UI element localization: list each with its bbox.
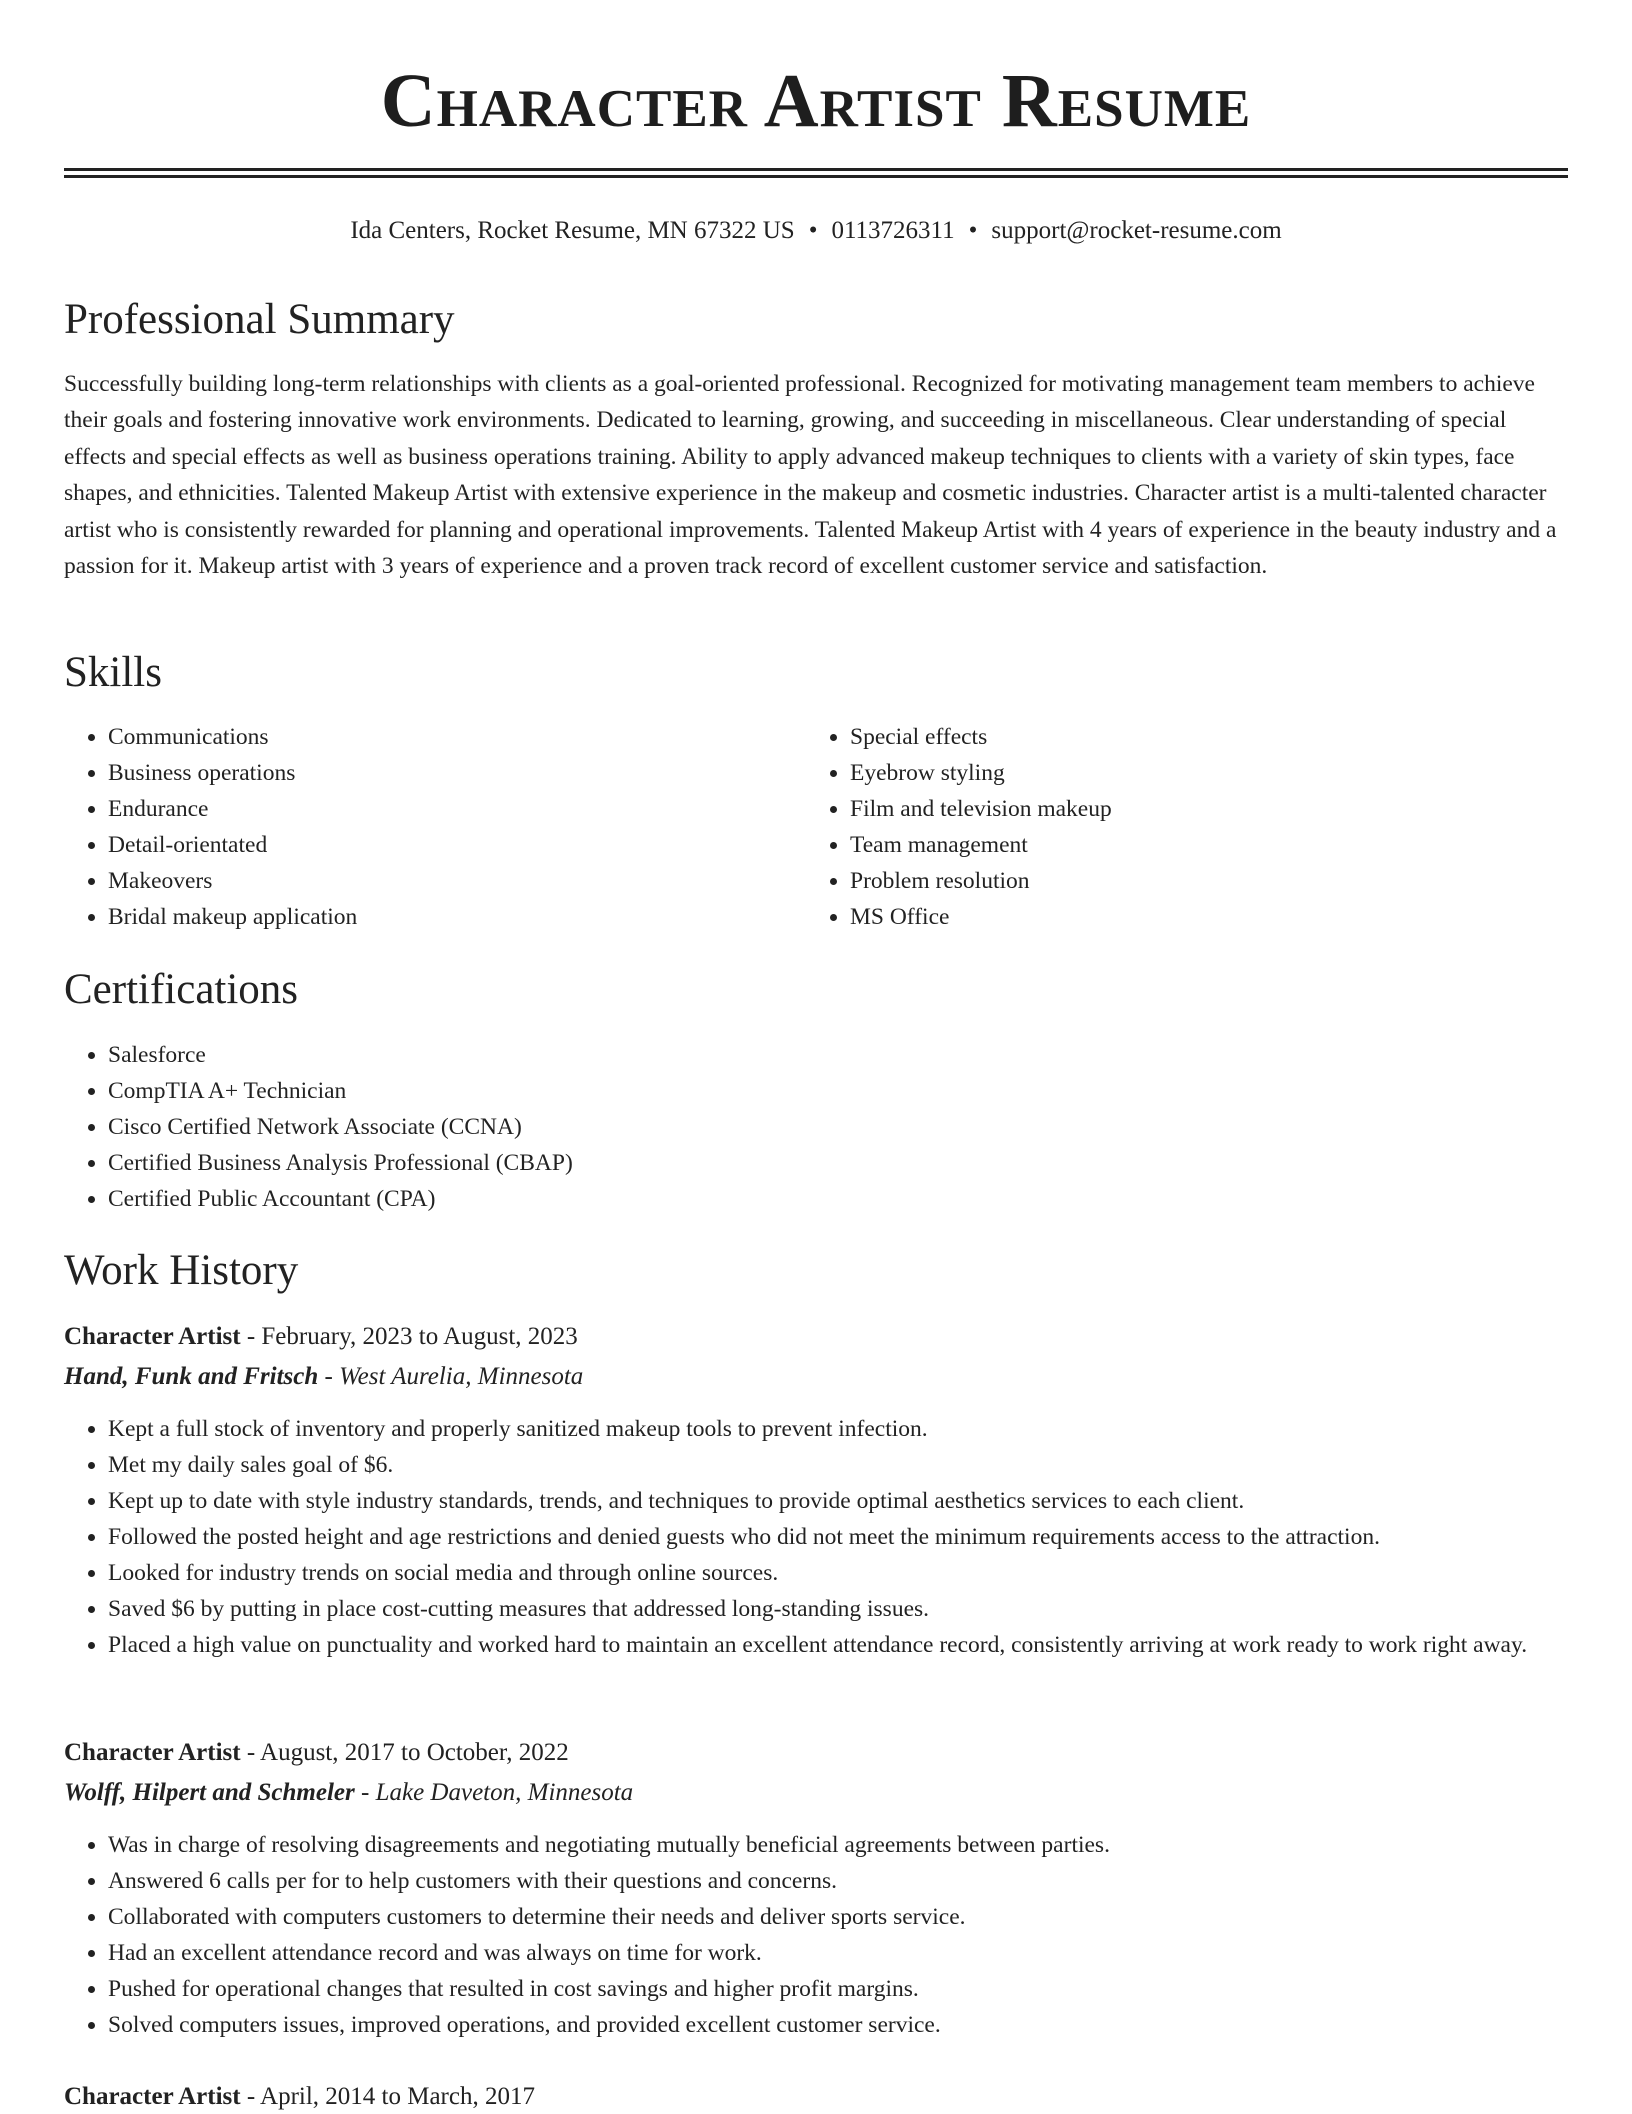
summary-text: Successfully building long-term relationships with clients as a goal-oriented professional. Recognized for motivating management team members to achieve their goals and fostering innovative work environments. Dedicated to learning, growing, and succeeding in miscellaneous. Clear understanding of special effects and special effects as well as business operations training. Ability to apply advanced makeup techniques to clients with a variety of skin types, face shapes, and ethnicities. Talented Makeup Artist with extensive experience in the makeup and cosmetic industries. Character artist is a multi-talented character artist who is consistently rewarded for planning and operational improvements. Talented Makeup Artist with 4 years of experience in the beauty industry and a passion for it. Makeup artist with 3 years of experience and a proven track record of excellent customer service and satisfaction. — [64, 371, 1557, 580]
job-title-line: Character Artist - February, 2023 to August, 2023 — [64, 1323, 578, 1350]
certifications-list — [64, 1037, 1568, 1217]
skill-item: • Business operations — [108, 755, 788, 791]
job-bullet: • Answered 6 calls per for to help customers with their questions and concerns. — [108, 1863, 1612, 1899]
job-bullet: • Followed the posted height and age restrictions and denied guests who did not meet the minimum requirements access to the attraction. — [108, 1519, 1612, 1555]
job-bullet: • Saved $6 by putting in place cost-cutting measures that addressed long-standing issues. — [108, 1591, 1612, 1627]
resume-title: Character Artist Resume — [380, 59, 1252, 143]
job-company-line: Wolff, Hilpert and Schmeler - Lake Daveton, Minnesota — [64, 1779, 634, 1806]
job-company: Wolff, Hilpert and Schmeler — [64, 1779, 355, 1806]
certification-item: • CompTIA A+ Technician — [108, 1073, 1568, 1109]
certification-item: • Certified Public Accountant (CPA) — [108, 1181, 1568, 1217]
skills-list-left — [64, 719, 788, 935]
skill-item: • Eyebrow styling — [850, 755, 1550, 791]
skill-item: • Team management — [850, 827, 1550, 863]
contact-address: Ida Centers, Rocket Resume, MN 67322 US — [350, 217, 795, 244]
work-history-heading: Work History — [64, 1247, 299, 1294]
skill-item: • Endurance — [108, 791, 788, 827]
job-location: Lake Daveton, Minnesota — [375, 1779, 634, 1806]
skill-item: • Film and television makeup — [850, 791, 1550, 827]
title-rule-top — [64, 168, 1568, 171]
skill-item: • Detail-orientated — [108, 827, 788, 863]
job-bullet: • Kept a full stock of inventory and properly sanitized makeup tools to prevent infection. — [108, 1411, 1612, 1447]
job-dates: August, 2017 to October, 2022 — [260, 1739, 569, 1766]
contact-line — [0, 214, 1632, 248]
job-title-line: Character Artist - April, 2014 to March, 2017 — [64, 2083, 535, 2110]
job-bullet: • Was in charge of resolving disagreements and negotiating mutually beneficial agreements between parties. — [108, 1827, 1612, 1863]
job-title: Character Artist — [64, 2083, 241, 2110]
skill-item: • Special effects — [850, 719, 1550, 755]
job-bullet: • Kept up to date with style industry standards, trends, and techniques to provide optimal aesthetics services to each client. — [108, 1483, 1612, 1519]
job-bullets — [64, 1411, 1612, 1663]
job-bullet: • Looked for industry trends on social media and through online sources. — [108, 1555, 1612, 1591]
job-company: Hand, Funk and Fritsch — [64, 1363, 319, 1390]
summary-heading: Professional Summary — [64, 296, 455, 343]
skills-list-right — [806, 719, 1550, 935]
skill-item: • MS Office — [850, 899, 1550, 935]
job-bullet: • Pushed for operational changes that resulted in cost savings and higher profit margins. — [108, 1971, 1612, 2007]
contact-separator: • — [968, 217, 978, 244]
job-bullet: • Had an excellent attendance record and was always on time for work. — [108, 1935, 1612, 1971]
contact-phone: 0113726311 — [831, 217, 955, 244]
job-bullets — [64, 1827, 1612, 2043]
job-bullet: • Collaborated with computers customers to determine their needs and deliver sports service. — [108, 1899, 1612, 1935]
job-dates: February, 2023 to August, 2023 — [261, 1323, 578, 1350]
job-title: Character Artist — [64, 1739, 241, 1766]
job-bullet: • Met my daily sales goal of $6. — [108, 1447, 1612, 1483]
skill-item: • Communications — [108, 719, 788, 755]
job-title-line: Character Artist - August, 2017 to October, 2022 — [64, 1739, 569, 1766]
contact-separator: • — [808, 217, 818, 244]
job-bullet: • Placed a high value on punctuality and worked hard to maintain an excellent attendance record, consistently arriving at work ready to work right away. — [108, 1627, 1612, 1663]
title-rule-bottom — [64, 175, 1568, 178]
certifications-heading: Certifications — [64, 966, 299, 1013]
job-dates: April, 2014 to March, 2017 — [260, 2083, 535, 2110]
job-company-line: Hand, Funk and Fritsch - West Aurelia, Minnesota — [64, 1363, 584, 1390]
skill-item: • Problem resolution — [850, 863, 1550, 899]
certification-item: • Certified Business Analysis Professional (CBAP) — [108, 1145, 1568, 1181]
skills-heading: Skills — [64, 649, 162, 696]
job-location: West Aurelia, Minnesota — [339, 1363, 584, 1390]
job-title: Character Artist — [64, 1323, 241, 1350]
certification-item: • Cisco Certified Network Associate (CCNA) — [108, 1109, 1568, 1145]
contact-email: support@rocket-resume.com — [991, 217, 1282, 244]
job-bullet: • Solved computers issues, improved operations, and provided excellent customer service. — [108, 2007, 1612, 2043]
certification-item: • Salesforce — [108, 1037, 1568, 1073]
skill-item: • Bridal makeup application — [108, 899, 788, 935]
skill-item: • Makeovers — [108, 863, 788, 899]
